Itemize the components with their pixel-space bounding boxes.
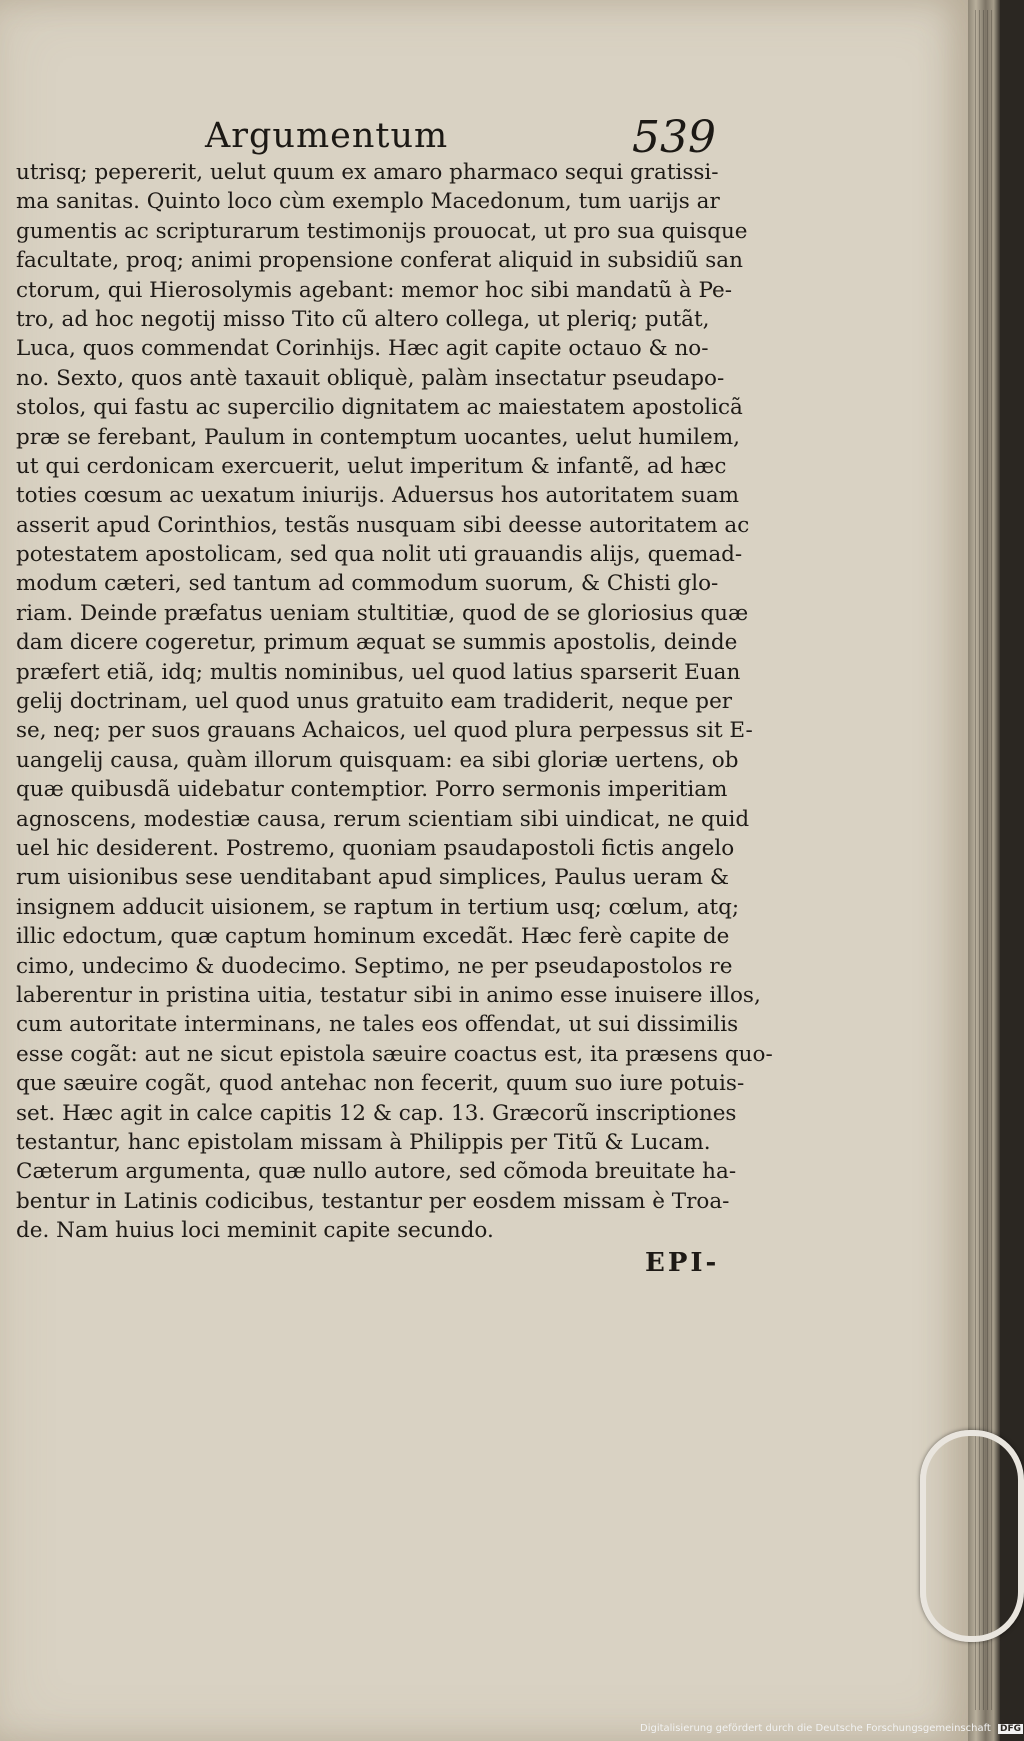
digitization-credit [640, 1723, 1023, 1734]
text-line: se, neq; per suos grauans Achaicos, uel quod plura perpessus sit E- [16, 718, 753, 744]
text-line: agnoscens, modestiæ causa, rerum scientiam sibi uindicat, ne quid [16, 806, 750, 832]
text-line: quæ quibusdã uidebatur contemptior. Porro sermonis imperitiam [16, 777, 728, 803]
credit-text: Digitalisierung gefördert durch die Deutsche Forschungsgemeinschaft [640, 1723, 991, 1734]
text-block [16, 158, 773, 1245]
text-line: uel hic desiderent. Postremo, quoniam psaudapostoli fictis angelo [16, 835, 735, 861]
text-line: præ se ferebant, Paulum in contemptum uocantes, uelut humilem, [16, 424, 740, 450]
catchword: EPI- [645, 1248, 720, 1278]
page-clip [920, 1430, 1024, 1642]
text-line: potestatem apostolicam, sed qua nolit uti grauandis alijs, quemad- [16, 542, 743, 568]
text-line: illic edoctum, quæ captum hominum excedãt. Hæc ferè capite de [16, 924, 730, 950]
text-line: testantur, hanc epistolam missam à Philippis per Titũ & Lucam. [16, 1129, 711, 1155]
text-line: bentur in Latinis codicibus, testantur per eosdem missam è Troa- [16, 1188, 730, 1214]
text-line: cum autoritate interminans, ne tales eos offendat, ut sui dissimilis [16, 1012, 739, 1038]
text-line: riam. Deinde præfatus ueniam stultitiæ, quod de se gloriosius quæ [16, 600, 749, 626]
text-line: modum cæteri, sed tantum ad commodum suorum, & Chisti glo- [16, 571, 719, 597]
text-line: set. Hæc agit in calce capitis 12 & cap. 13. Græcorũ inscriptiones [16, 1100, 737, 1126]
text-line: cimo, undecimo & duodecimo. Septimo, ne per pseudapostolos re [16, 953, 733, 979]
folio-number: 539 [632, 112, 716, 163]
text-line: uangelij causa, quàm illorum quisquam: ea sibi gloriæ uertens, ob [16, 747, 739, 773]
text-line: asserit apud Corinthios, testãs nusquam sibi deesse autoritatem ac [16, 512, 750, 538]
text-line: facultate, proq; animi propensione conferat aliquid in subsidiũ san [16, 248, 743, 274]
text-line: ctorum, qui Hierosolymis agebant: memor hoc sibi mandatũ à Pe- [16, 277, 732, 303]
running-title: Argumentum [205, 116, 449, 156]
text-line: dam dicere cogeretur, primum æquat se summis apostolis, deinde [16, 630, 738, 656]
text-line: ut qui cerdonicam exercuerit, uelut imperitum & infantẽ, ad hæc [16, 453, 727, 479]
dfg-logo: DFG [1000, 1724, 1022, 1734]
text-line: tro, ad hoc negotij misso Tito cũ altero collega, ut pleriq; putãt, [16, 306, 710, 332]
text-line: que sæuire cogãt, quod antehac non fecerit, quum suo iure potuis- [16, 1071, 745, 1097]
text-line: stolos, qui fastu ac supercilio dignitatem ac maiestatem apostolicã [16, 395, 743, 421]
text-line: esse cogãt: aut ne sicut epistola sæuire coactus est, ita præsens quo- [16, 1041, 773, 1067]
text-line: de. Nam huius loci meminit capite secundo. [16, 1218, 494, 1244]
text-line: ma sanitas. Quinto loco cùm exemplo Macedonum, tum uarijs ar [16, 189, 720, 215]
text-line: utrisq; pepererit, uelut quum ex amaro pharmaco sequi gratissi- [16, 160, 719, 185]
text-line: Luca, quos commendat Corinhijs. Hæc agit capite octauo & no- [16, 336, 709, 362]
text-line: insignem adducit uisionem, se raptum in tertium usq; cœlum, atq; [16, 894, 740, 920]
text-line: toties cœsum ac uexatum iniurijs. Aduersus hos autoritatem suam [16, 483, 740, 509]
text-line: præfert etiã, idq; multis nominibus, uel quod latius sparserit Euan [16, 659, 741, 685]
text-line: gelij doctrinam, uel quod unus gratuito eam tradiderit, neque per [16, 689, 733, 715]
text-line: gumentis ac scripturarum testimonijs prouocat, ut pro sua quisque [16, 218, 748, 244]
text-line: no. Sexto, quos antè taxauit obliquè, palàm insectatur pseudapo- [16, 365, 725, 391]
text-line: laberentur in pristina uitia, testatur sibi in animo esse inuisere illos, [16, 982, 761, 1008]
text-line: Cæterum argumenta, quæ nullo autore, sed cõmoda breuitate ha- [16, 1159, 737, 1185]
text-line: rum uisionibus sese uenditabant apud simplices, Paulus ueram & [16, 865, 729, 891]
